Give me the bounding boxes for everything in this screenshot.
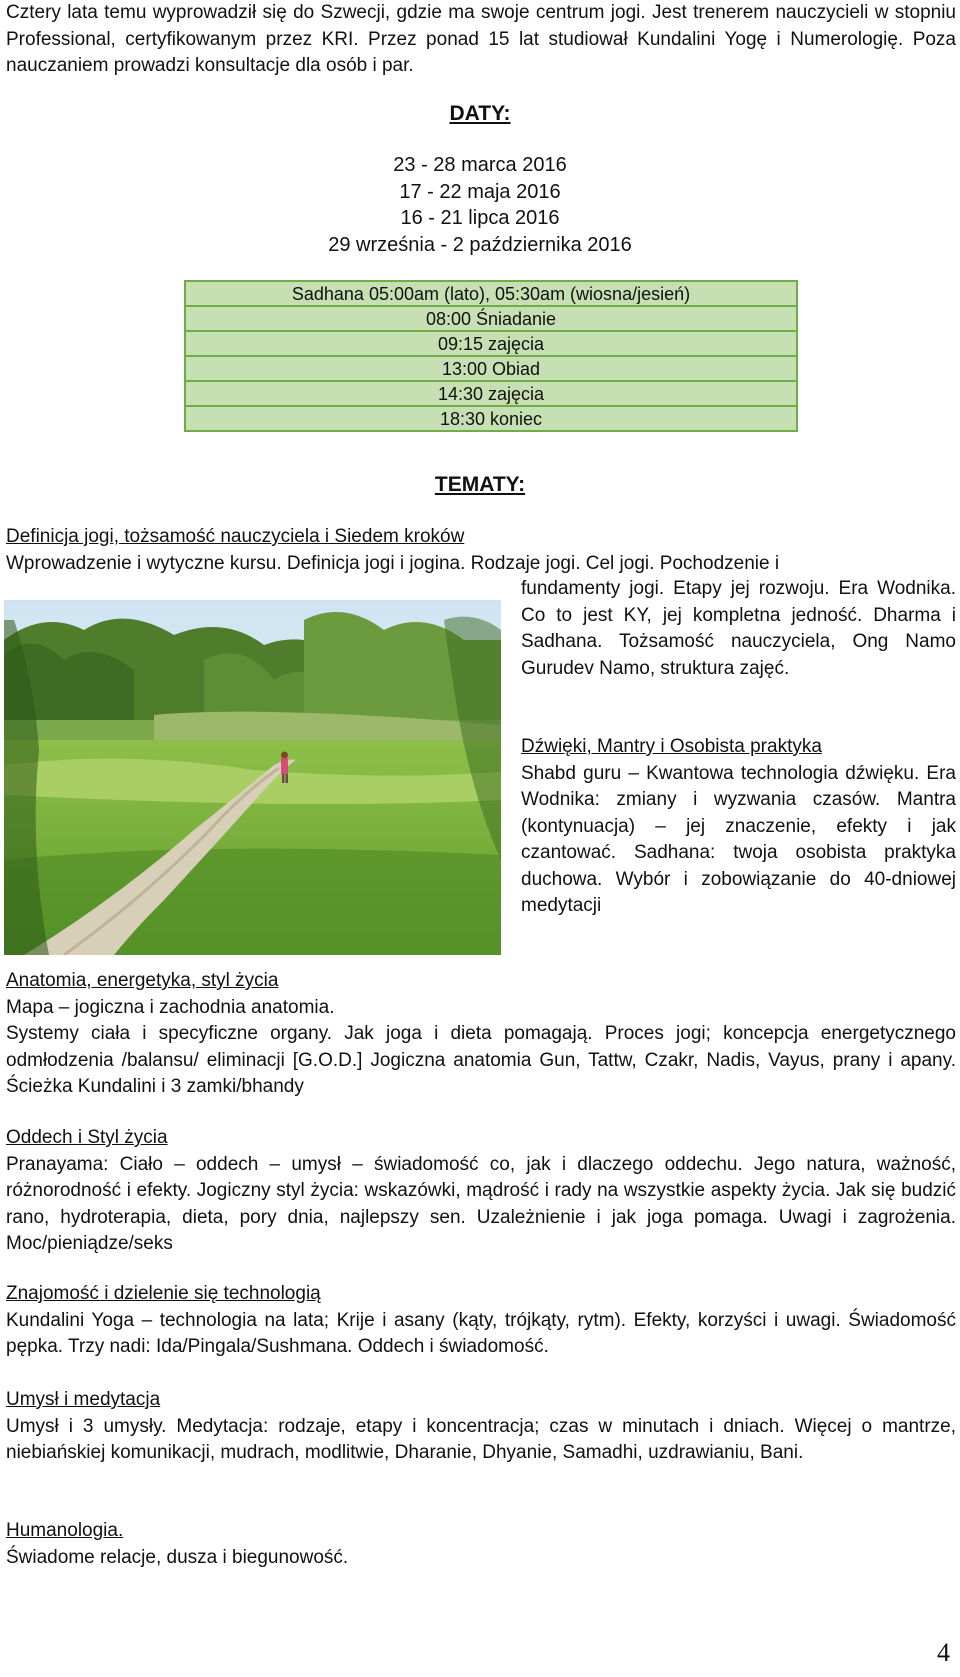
topic-text-line: Wprowadzenie i wytyczne kursu. Definicja jogi i jogina. Rodzaje jogi. Cel jogi. Pochodzenie i	[6, 552, 780, 574]
daily-schedule-table	[184, 280, 798, 432]
date-item: 23 - 28 marca 2016	[393, 154, 567, 176]
topic-text: Umysł i 3 umysły. Medytacja: rodzaje, etapy i koncentracja; czas w minutach i dniach. Więcej o mantrze, niebiańskiej komunikacji, mudrach, modlitwie, Dharanie, Dhyanie, Samadhi, uzdrawianiu, Bani.	[6, 1415, 956, 1463]
table-row	[185, 331, 797, 356]
topic-section-breath-lifestyle	[6, 1125, 956, 1258]
schedule-cell: 14:30 zajęcia	[185, 381, 797, 406]
topic-text-continued: fundamenty jogi. Etapy jej rozwoju. Era Wodnika. Co to jest KY, jej kompletna jedność. Dharma i Sadhana. Tożsamość nauczyciela, Ong Namo Gurudev Namo, struktura zajęć.	[521, 578, 956, 679]
dates-heading: DATY:	[449, 102, 511, 125]
schedule-cell: 08:00 Śniadanie	[185, 306, 797, 331]
topic-heading: Humanologia.	[6, 1520, 124, 1541]
date-item: 17 - 22 maja 2016	[399, 180, 561, 203]
dates-list	[0, 152, 960, 258]
topic-section-sounds-mantras	[521, 734, 956, 920]
topic-text-line: Mapa – jogiczna i zachodnia anatomia.	[6, 996, 335, 1018]
topic-heading: Definicja jogi, tożsamość nauczyciela i Siedem kroków	[6, 526, 465, 547]
topic-section-definition	[6, 524, 956, 577]
table-row	[185, 306, 797, 331]
topic-text: Shabd guru – Kwantowa technologia dźwięku. Era Wodnika: zmiany i wyzwania czasów. Mantra (kontynuacja) – jej znaczenie, efekty i jak czantować. Sadhana: twoja osobista praktyka duchowa. Wybór i zobowiązanie do 40-dniowej medytacji	[521, 762, 956, 916]
intro-paragraph: Cztery lata temu wyprowadził się do Szwecji, gdzie ma swoje centrum jogi. Jest trenerem nauczycieli w stopniu Professional, certyfikowanym przez KRI. Przez ponad 15 lat studiował Kundalini Yogę i Numerologię. Poza nauczaniem prowadzi konsultacje dla osób i par.	[6, 2, 956, 76]
topic-heading: Umysł i medytacja	[6, 1389, 161, 1410]
topic-section-technology	[6, 1281, 956, 1361]
date-item: 16 - 21 lipca 2016	[400, 207, 560, 229]
topic-heading: Anatomia, energetyka, styl życia	[6, 970, 279, 991]
table-row	[185, 381, 797, 406]
date-item: 29 września - 2 października 2016	[328, 233, 632, 256]
table-row	[185, 281, 797, 306]
topic-section-mind-meditation	[6, 1387, 956, 1467]
topic-text: Świadome relacje, dusza i biegunowość.	[6, 1546, 349, 1568]
table-row	[185, 406, 797, 431]
landscape-path-photo	[4, 600, 501, 955]
topic-heading: Dźwięki, Mantry i Osobista praktyka	[521, 736, 822, 757]
table-row	[185, 356, 797, 381]
schedule-cell: 09:15 zajęcia	[185, 331, 797, 356]
page-number: 4	[937, 1638, 950, 1667]
topic-text: Pranayama: Ciało – oddech – umysł – świadomość co, jak i dlaczego oddechu. Jego natura, ważność, różnorodność i efekty. Jogiczny styl życia: wskazówki, mądrość i rady na wszystkie aspekty życia. Jak się budzić rano, hydroterapia, dieta, pory dnia, najlepszy sen. Uzależnienie i jak joga pomaga. Uwagi i zagrożenia. Moc/pieniądze/seks	[6, 1153, 956, 1254]
topic-text: Kundalini Yoga – technologia na lata; Krije i asany (kąty, trójkąty, rytm). Efekty, korzyści i uwagi. Świadomość pępka. Trzy nadi: Ida/Pingala/Sushmana. Oddech i świadomość.	[6, 1309, 956, 1357]
schedule-cell: 13:00 Obiad	[185, 356, 797, 381]
schedule-cell: Sadhana 05:00am (lato), 05:30am (wiosna/jesień)	[185, 281, 797, 306]
schedule-cell: 18:30 koniec	[185, 406, 797, 431]
topic-text: Systemy ciała i specyficzne organy. Jak joga i dieta pomagają. Proces jogi; koncepcja energetycznego odmłodzenia /balansu/ eliminacji [G.O.D.] Jogiczna anatomia Gun, Tattw, Czakr, Nadis, Vayus, prany i apany. Ścieżka Kundalini i 3 zamki/bhandy	[6, 1023, 956, 1097]
topic-section-anatomy	[6, 968, 956, 1101]
topic-section-humanology	[6, 1518, 956, 1571]
topic-heading: Znajomość i dzielenie się technologią	[6, 1283, 321, 1304]
topics-heading: TEMATY:	[434, 473, 526, 496]
topic-heading: Oddech i Styl życia	[6, 1127, 168, 1148]
